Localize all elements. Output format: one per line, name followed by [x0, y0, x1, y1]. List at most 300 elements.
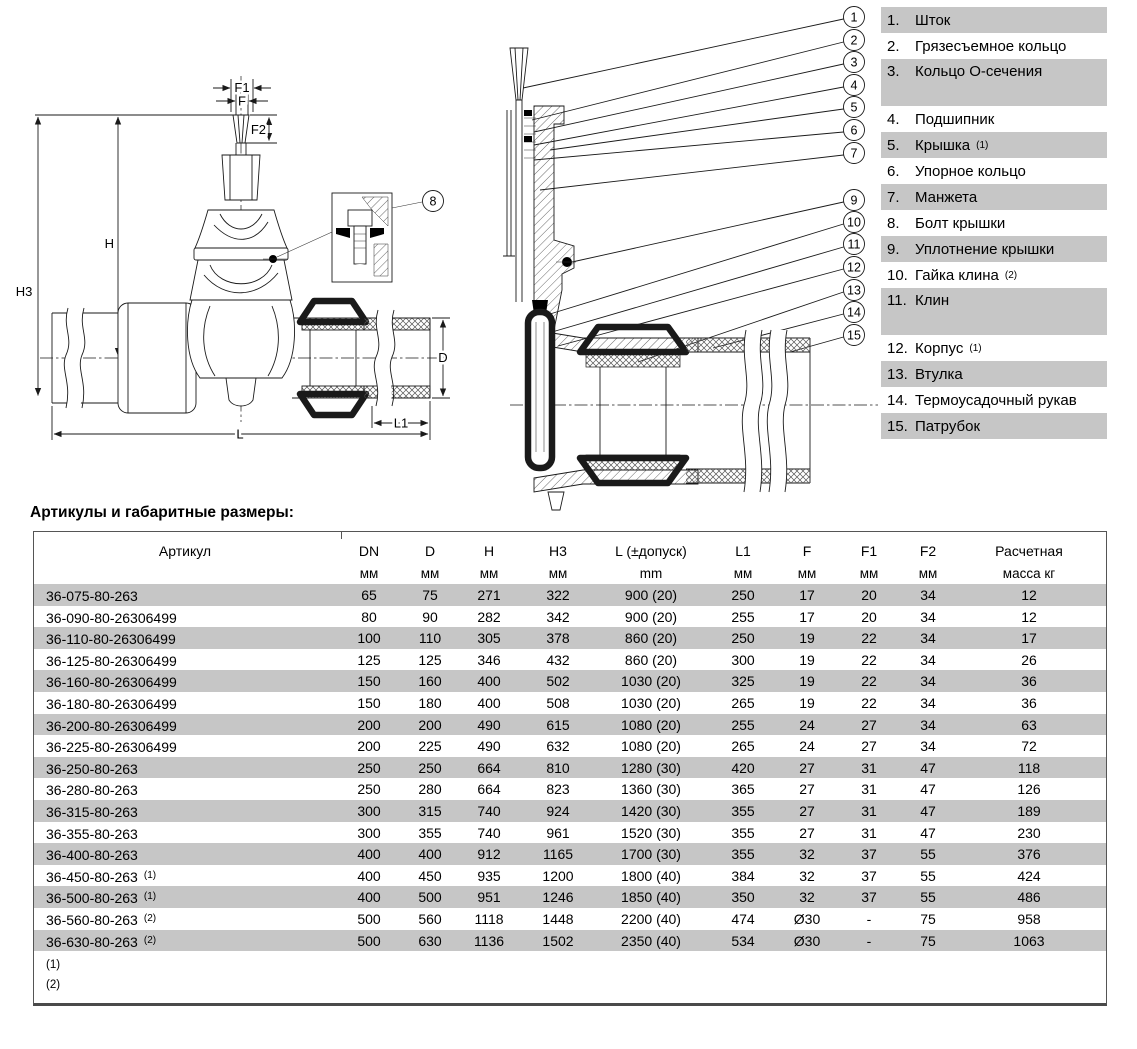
- article-cell: [34, 584, 336, 608]
- h3-cell: 961: [546, 824, 570, 841]
- d-cell: 90: [422, 608, 438, 625]
- callout-number: 3: [850, 55, 858, 70]
- callouts: [844, 7, 865, 346]
- f-cell: 27: [799, 802, 815, 819]
- article-cell: [34, 865, 336, 889]
- pipe-section: [686, 330, 810, 492]
- part-name: Манжета: [915, 188, 978, 206]
- callout-8: [423, 191, 444, 212]
- column-header-unit: мм: [859, 566, 879, 581]
- part-name: Крышка: [915, 136, 971, 154]
- d-cell: 280: [418, 781, 442, 798]
- article-footnote-ref: (1): [143, 869, 157, 881]
- f2-cell: 34: [920, 651, 936, 668]
- column-header: [952, 532, 1106, 584]
- header-divider-tick: [341, 532, 342, 539]
- l1-cell: 255: [731, 608, 755, 625]
- d-cell: 125: [418, 651, 442, 668]
- column-header-unit: мм: [420, 566, 440, 581]
- f1-cell: -: [866, 910, 872, 927]
- f2-cell: 34: [920, 630, 936, 647]
- d-cell: 355: [418, 824, 442, 841]
- mass-cell: 424: [1017, 867, 1041, 884]
- dn-cell: 80: [361, 608, 377, 625]
- dim-label-f: F: [238, 93, 246, 109]
- part-footnote-ref: (2): [1004, 269, 1018, 281]
- wedge: [528, 300, 552, 468]
- f-cell: 27: [799, 824, 815, 841]
- f-cell: 32: [799, 889, 815, 906]
- article-footnote-ref: (1): [143, 891, 157, 903]
- part-number: 6.: [887, 162, 900, 180]
- callout-number: 10: [847, 215, 861, 230]
- h-cell: 1118: [474, 910, 504, 927]
- mass-cell: 486: [1017, 889, 1041, 906]
- parts-list-item: [881, 132, 1107, 158]
- h3-cell: 1448: [542, 910, 574, 927]
- article-cell: [34, 886, 336, 910]
- dn-cell: 300: [357, 824, 381, 841]
- article-code: 36-450-80-263: [46, 868, 138, 885]
- table-row: [34, 606, 1106, 628]
- parts-list-item: [881, 288, 1107, 335]
- mass-cell: 12: [1021, 608, 1037, 625]
- f2-cell: 34: [920, 673, 936, 690]
- article-cell: [34, 822, 336, 846]
- article-cell: [34, 606, 336, 630]
- callout-number: 12: [847, 260, 861, 275]
- l1-cell: 474: [731, 910, 755, 927]
- part-number: 1.: [887, 11, 900, 29]
- article-cell: [34, 649, 336, 673]
- part-number: 12.: [887, 339, 908, 357]
- dn-cell: 250: [357, 781, 381, 798]
- table-row: [34, 843, 1106, 865]
- f2-cell: 34: [920, 587, 936, 603]
- l-cell: 900 (20): [624, 608, 678, 625]
- column-header-unit: масса кг: [1002, 566, 1056, 581]
- l-cell: 860 (20): [624, 651, 678, 668]
- column-header-unit: мм: [359, 566, 379, 581]
- h-cell: 935: [477, 867, 501, 884]
- h3-cell: 378: [546, 630, 570, 647]
- f1-cell: 22: [861, 651, 877, 668]
- dn-cell: 150: [357, 694, 381, 711]
- l-cell: 1080 (20): [621, 716, 681, 733]
- parts-list-item: [881, 106, 1107, 132]
- parts-list-item: [881, 236, 1107, 262]
- mass-cell: 72: [1021, 738, 1037, 755]
- h3-cell: 1502: [542, 932, 574, 949]
- h-cell: 400: [477, 694, 501, 711]
- h3-cell: 632: [546, 738, 570, 755]
- article-cell: [34, 778, 336, 802]
- l-cell: 1030 (20): [621, 673, 681, 690]
- article-code: 36-400-80-263: [46, 847, 138, 864]
- article-cell: [34, 692, 336, 716]
- l1-cell: 355: [731, 846, 755, 863]
- h3-cell: 1246: [542, 889, 574, 906]
- column-header-label: H: [483, 543, 495, 559]
- column-header: [904, 532, 952, 584]
- callout-number: 5: [850, 100, 858, 115]
- part-name: Гайка клина: [915, 266, 999, 284]
- table-row: [34, 908, 1106, 930]
- article-cell: [34, 714, 336, 738]
- table-title: Артикулы и габаритные размеры:: [30, 504, 294, 521]
- mass-cell: 17: [1021, 630, 1037, 647]
- l1-cell: 255: [731, 716, 755, 733]
- callout-number: 1: [850, 10, 858, 25]
- l1-cell: 325: [731, 673, 755, 690]
- h3-cell: 1200: [542, 867, 574, 884]
- l-cell: 1080 (20): [621, 738, 681, 755]
- f-cell: 19: [799, 630, 815, 647]
- f1-cell: 31: [861, 824, 877, 841]
- part-footnote-ref: (1): [976, 139, 989, 151]
- article-code: 36-280-80-263: [46, 782, 138, 799]
- l1-cell: 250: [731, 630, 755, 647]
- part-number: 15.: [887, 417, 908, 435]
- f1-cell: 22: [861, 673, 877, 690]
- article-code: 36-090-80-26306499: [46, 609, 177, 626]
- parts-list-item: [881, 335, 1107, 361]
- l-cell: 1800 (40): [621, 867, 681, 884]
- f1-cell: 22: [861, 694, 877, 711]
- f1-cell: 37: [861, 889, 877, 906]
- parts-list-item: [881, 210, 1107, 236]
- article-code: 36-160-80-26306499: [46, 674, 177, 691]
- article-code: 36-630-80-263: [46, 933, 138, 950]
- column-header: [780, 532, 834, 584]
- f2-cell: 75: [920, 932, 936, 949]
- f2-cell: 47: [920, 824, 936, 841]
- column-header: [834, 532, 904, 584]
- article-cell: [34, 930, 336, 954]
- f-cell: 19: [799, 694, 815, 711]
- h-cell: 740: [477, 802, 501, 819]
- part-number: 3.: [887, 63, 900, 80]
- part-number: 11.: [887, 292, 907, 309]
- h3-cell: 432: [546, 651, 570, 668]
- article-code: 36-125-80-26306499: [46, 652, 177, 669]
- table-row: [34, 930, 1106, 952]
- l1-cell: 350: [731, 889, 755, 906]
- column-header: [520, 532, 596, 584]
- h3-cell: 810: [546, 759, 570, 776]
- article-code: 36-075-80-263: [46, 588, 138, 604]
- h3-cell: 508: [546, 694, 570, 711]
- column-header-label: F2: [919, 543, 937, 559]
- f1-cell: 31: [861, 802, 877, 819]
- f-cell: 17: [799, 608, 815, 625]
- article-code: 36-200-80-26306499: [46, 717, 177, 734]
- f1-cell: 20: [861, 587, 877, 603]
- part-number: 14.: [887, 391, 908, 409]
- parts-list-item: [881, 158, 1107, 184]
- column-header-unit: мм: [918, 566, 938, 581]
- dim-label-f2: F2: [250, 122, 266, 137]
- article-cell: [34, 757, 336, 781]
- part-number: 8.: [887, 214, 900, 232]
- f2-cell: 34: [920, 738, 936, 755]
- article-footnote-ref: (2): [143, 934, 157, 946]
- d-cell: 75: [422, 587, 438, 603]
- column-header: [596, 532, 706, 584]
- dim-label-l: L: [236, 426, 244, 442]
- f-cell: 32: [799, 846, 815, 863]
- column-header-label: F: [802, 543, 812, 559]
- callout-number: 6: [850, 123, 858, 138]
- part-number: 4.: [887, 110, 900, 128]
- mass-cell: 36: [1021, 673, 1037, 690]
- parts-list-item: [881, 413, 1107, 439]
- l1-cell: 420: [731, 759, 755, 776]
- dim-label-h: H: [104, 236, 114, 251]
- article-cell: [34, 908, 336, 932]
- dn-cell: 125: [357, 651, 381, 668]
- part-number: 7.: [887, 188, 900, 206]
- l1-cell: 384: [731, 867, 755, 884]
- column-header-unit: mm: [639, 566, 663, 581]
- dim-label-d: D: [438, 350, 448, 365]
- f2-cell: 47: [920, 802, 936, 819]
- part-name: Грязесъемное кольцо: [915, 37, 1067, 55]
- h-cell: 282: [477, 608, 501, 625]
- f1-cell: 37: [861, 867, 877, 884]
- table-row: [34, 649, 1106, 671]
- dn-cell: 300: [357, 802, 381, 819]
- table-row: [34, 865, 1106, 887]
- l-cell: 1280 (30): [621, 759, 681, 776]
- column-header-label: D: [424, 543, 436, 559]
- part-name: Корпус: [915, 339, 964, 357]
- part-name: Кольцо О-сечения: [915, 63, 1043, 80]
- part-number: 10.: [887, 266, 908, 284]
- part-name: Термоусадочный рукав: [915, 391, 1077, 409]
- part-number: 13.: [887, 365, 908, 383]
- part-name: Шток: [915, 11, 951, 29]
- table-row: [34, 627, 1106, 649]
- f-cell: 24: [799, 738, 815, 755]
- parts-list: [881, 7, 1107, 439]
- dn-cell: 100: [357, 630, 381, 647]
- h3-cell: 615: [546, 716, 570, 733]
- article-cell: [34, 670, 336, 694]
- column-header-label: Расчетная: [995, 543, 1063, 559]
- dn-cell: 400: [357, 889, 381, 906]
- f2-cell: 75: [920, 910, 936, 927]
- l1-cell: 534: [731, 932, 755, 949]
- dn-cell: 500: [357, 932, 381, 949]
- article-code: 36-110-80-26306499: [46, 631, 176, 648]
- callout-number: 4: [850, 78, 858, 93]
- column-header: [34, 532, 336, 584]
- table-row: [34, 822, 1106, 844]
- d-cell: 450: [418, 867, 442, 884]
- article-cell: [34, 843, 336, 867]
- f1-cell: 37: [861, 846, 877, 863]
- f2-cell: 34: [920, 716, 936, 733]
- h-cell: 951: [477, 889, 501, 906]
- column-header-label: DN: [358, 543, 380, 559]
- part-name: Клин: [915, 292, 950, 309]
- f1-cell: 22: [861, 630, 877, 647]
- callout-number: 15: [847, 328, 861, 343]
- callout-number: 14: [847, 305, 861, 320]
- callout-number: 11: [847, 237, 861, 252]
- dn-cell: 150: [357, 673, 381, 690]
- f2-cell: 47: [920, 759, 936, 776]
- h-cell: 490: [477, 716, 501, 733]
- d-cell: 180: [418, 694, 442, 711]
- column-header: [336, 532, 402, 584]
- l-cell: 900 (20): [624, 587, 678, 603]
- f-cell: 32: [799, 867, 815, 884]
- mass-cell: 1063: [1013, 932, 1045, 949]
- f2-cell: 55: [920, 889, 936, 906]
- mass-cell: 36: [1021, 694, 1037, 711]
- part-number: 9.: [887, 240, 900, 258]
- h-cell: 1136: [473, 932, 505, 949]
- h-cell: 740: [477, 824, 501, 841]
- h-cell: 490: [477, 738, 501, 755]
- l-cell: 1420 (30): [621, 802, 681, 819]
- d-cell: 400: [418, 846, 442, 863]
- dim-label-f1: F1: [234, 80, 250, 95]
- column-header-label: F1: [860, 543, 878, 559]
- h-cell: 305: [477, 630, 501, 647]
- f-cell: 17: [799, 587, 815, 603]
- column-header: [706, 532, 780, 584]
- mass-cell: 230: [1017, 824, 1041, 841]
- column-header-unit: мм: [733, 566, 753, 581]
- l-cell: 860 (20): [624, 630, 678, 647]
- f1-cell: 20: [861, 608, 877, 625]
- table-row: [34, 778, 1106, 800]
- f1-cell: 31: [861, 781, 877, 798]
- l-cell: 1030 (20): [621, 694, 681, 711]
- mass-cell: 26: [1021, 651, 1037, 668]
- table-footnotes: [34, 951, 1106, 1003]
- part-name: Втулка: [915, 365, 963, 383]
- h3-cell: 322: [546, 587, 570, 603]
- table-row: [34, 692, 1106, 714]
- d-cell: 110: [418, 630, 442, 647]
- article-code: 36-315-80-263: [46, 803, 138, 820]
- part-footnote-ref: (1): [969, 342, 982, 354]
- l1-cell: 265: [731, 694, 755, 711]
- valve-side-view-drawing: [10, 60, 490, 510]
- parts-list-item: [881, 184, 1107, 210]
- l-cell: 1360 (30): [621, 781, 681, 798]
- parts-list-item: [881, 59, 1107, 106]
- dn-cell: 400: [357, 846, 381, 863]
- mass-cell: 12: [1021, 587, 1037, 603]
- callout-number: 9: [850, 193, 858, 208]
- bolt-detail-box: [332, 193, 422, 282]
- table-body: [34, 584, 1106, 951]
- footnote-1: (1): [46, 959, 61, 972]
- h3-cell: 502: [546, 673, 570, 690]
- table-row: [34, 886, 1106, 908]
- f2-cell: 34: [920, 694, 936, 711]
- dim-label-l1: L1: [393, 415, 409, 431]
- l1-cell: 265: [731, 738, 755, 755]
- table-row: [34, 800, 1106, 822]
- article-code: 36-500-80-263: [46, 890, 138, 907]
- mass-cell: 126: [1017, 781, 1041, 798]
- d-cell: 630: [418, 932, 442, 949]
- f-cell: 24: [799, 716, 815, 733]
- column-header-label: H3: [549, 543, 567, 559]
- f-cell: Ø30: [793, 910, 821, 927]
- f1-cell: 27: [861, 716, 877, 733]
- column-header-label: Артикул: [158, 543, 212, 559]
- dn-cell: 65: [361, 587, 377, 603]
- stem-bonnet-section: [503, 48, 576, 330]
- callout-number: 13: [847, 283, 861, 298]
- l1-cell: 250: [731, 587, 755, 603]
- article-code: 36-355-80-263: [46, 825, 138, 842]
- f-cell: 27: [799, 781, 815, 798]
- l-cell: 1520 (30): [621, 824, 681, 841]
- callout-number: 7: [850, 146, 858, 161]
- dim-label-h3: H3: [15, 284, 33, 299]
- mass-cell: 189: [1017, 802, 1041, 819]
- d-cell: 200: [418, 716, 442, 733]
- d-cell: 315: [418, 802, 442, 819]
- part-name: Патрубок: [915, 417, 981, 435]
- column-header: [458, 532, 520, 584]
- article-cell: [34, 627, 336, 651]
- parts-list-item: [881, 33, 1107, 59]
- f1-cell: 31: [861, 759, 877, 776]
- valve-section-drawing: [488, 0, 880, 512]
- parts-list-item: [881, 7, 1107, 33]
- part-name: Подшипник: [915, 110, 995, 128]
- part-number: 2.: [887, 37, 900, 55]
- article-footnote-ref: (2): [143, 912, 157, 924]
- h3-cell: 1165: [542, 846, 574, 863]
- l-cell: 1700 (30): [621, 846, 681, 863]
- f-cell: 27: [799, 759, 815, 776]
- dimensions-table: [33, 531, 1107, 1006]
- leader-lines: [523, 19, 844, 362]
- d-cell: 500: [418, 889, 442, 906]
- table-row: [34, 735, 1106, 757]
- h3-cell: 823: [546, 781, 570, 798]
- f2-cell: 55: [920, 867, 936, 884]
- callout-number: 8: [429, 194, 437, 209]
- l1-cell: 355: [731, 824, 755, 841]
- l-cell: 1850 (40): [621, 889, 681, 906]
- h-cell: 271: [477, 587, 501, 603]
- d-cell: 560: [418, 910, 442, 927]
- f-cell: 19: [799, 673, 815, 690]
- l-cell: 2200 (40): [621, 910, 681, 927]
- article-code: 36-180-80-26306499: [46, 695, 177, 712]
- f2-cell: 55: [920, 846, 936, 863]
- article-cell: [34, 735, 336, 759]
- h3-cell: 342: [546, 608, 570, 625]
- f1-cell: -: [866, 932, 872, 949]
- article-code: 36-250-80-263: [46, 760, 138, 777]
- l1-cell: 355: [731, 802, 755, 819]
- d-cell: 225: [418, 738, 442, 755]
- column-header-unit: мм: [479, 566, 499, 581]
- article-code: 36-225-80-26306499: [46, 739, 177, 756]
